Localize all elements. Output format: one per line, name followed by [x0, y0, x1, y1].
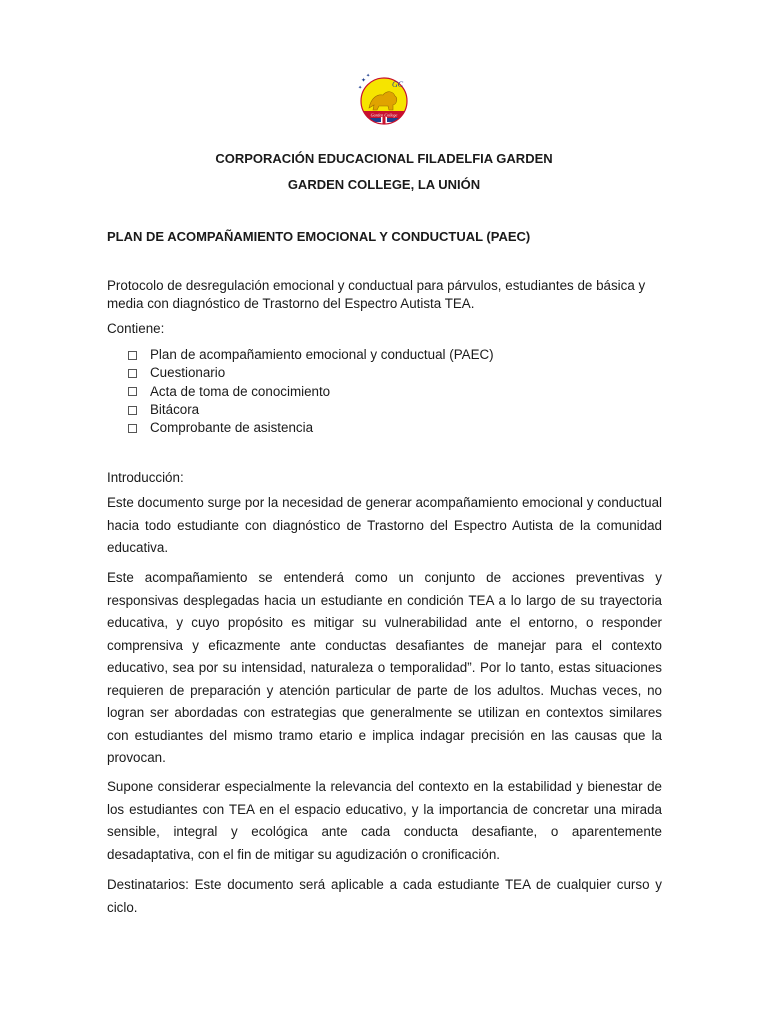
contents-label: Contiene: [107, 321, 165, 336]
svg-text:✦: ✦ [358, 85, 363, 91]
recipients-paragraph: Destinatarios: Este documento será aplicable a cada estudiante TEA de cualquier curso y ciclo. [107, 877, 662, 915]
school-name: GARDEN COLLEGE, LA UNIÓN [287, 177, 481, 192]
school-logo [355, 70, 413, 130]
list-item: Comprobante de asistencia [128, 419, 494, 437]
intro-paragraph-3: Supone considerar especialmente la relevancia del contexto en la estabilidad y bienestar de los estudiantes con TEA en el espacio educativo, y la importancia de concretar una mirada sensible, integral y ecológica ante cada conducta desafiante, o aparentemente desadaptativa, con el fin de mitigar su agudización o cronificación. [107, 779, 662, 862]
intro-heading: Introducción: [107, 470, 184, 485]
institution-name: CORPORACIÓN EDUCACIONAL FILADELFIA GARDEN [215, 151, 553, 166]
checkbox-icon [128, 406, 137, 415]
checkbox-icon [128, 424, 137, 433]
logo-monogram: GC [392, 80, 404, 89]
checkbox-icon [128, 351, 137, 360]
list-item: Bitácora [128, 401, 494, 419]
logo-band-text: Garden College [370, 112, 398, 118]
plan-title: PLAN DE ACOMPAÑAMIENTO EMOCIONAL Y CONDUCTUAL (PAEC) [107, 229, 531, 244]
svg-text:✦: ✦ [361, 78, 367, 84]
svg-text:✦: ✦ [366, 73, 371, 79]
intro-paragraph-1: Este documento surge por la necesidad de generar acompañamiento emocional y conductual hacia todo estudiante con diagnóstico de Trastorno del Espectro Autista de la comunidad educativa. [107, 495, 662, 555]
checkbox-icon [128, 387, 137, 396]
protocol-description: Protocolo de desregulación emocional y conductual para párvulos, estudiantes de básica y media con diagnóstico de Trastorno del Espectro Autista TEA. [107, 278, 646, 311]
intro-paragraph-2: Este acompañamiento se entenderá como un conjunto de acciones preventivas y responsivas desplegadas hacia un estudiante en condición TEA a lo largo de su trayectoria educativa, y cuyo propósito es mitigar su vulnerabilidad ante el entorno, o responder comprensiva y eficazmente ante conductas desafiantes de manejar para el contexto educativo, sea por su intensidad, naturaleza o temporalidad”. Por lo tanto, estas situaciones requieren de preparación y atención particular de parte de los adultos. Muchas veces, no logran ser abordadas con estrategias que generalmente se utilizan en contextos similares con estudiantes del mismo tramo etario e implica indagar precisión en las causas que la provocan. [107, 570, 662, 765]
list-item: Plan de acompañamiento emocional y conductual (PAEC) [128, 346, 494, 364]
contents-list [128, 346, 494, 437]
list-item: Acta de toma de conocimiento [128, 383, 494, 401]
checkbox-icon [128, 369, 137, 378]
list-item: Cuestionario [128, 364, 494, 382]
